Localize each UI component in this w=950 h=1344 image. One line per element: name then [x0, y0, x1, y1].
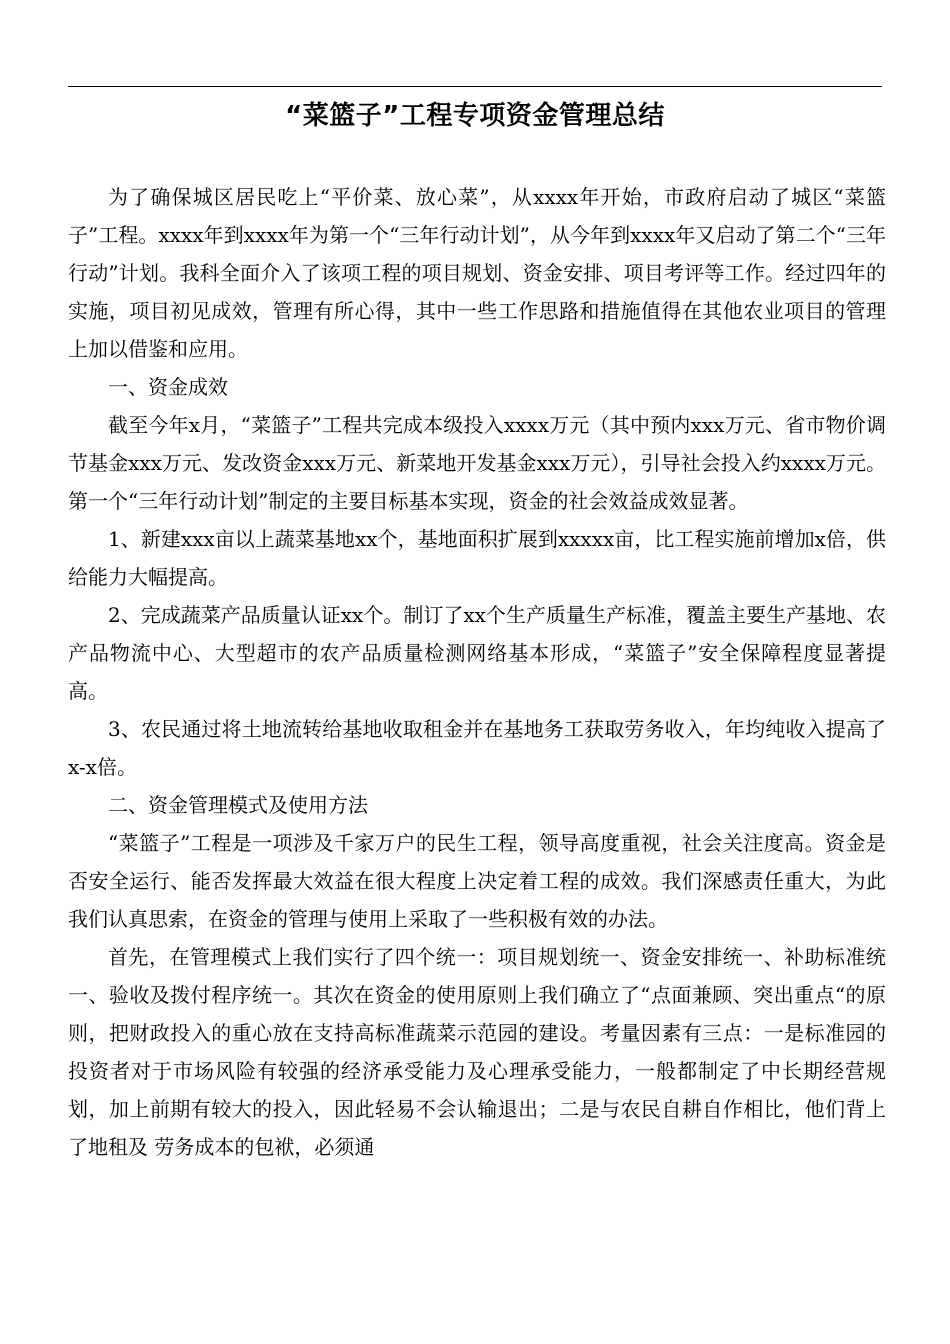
paragraph-intro: 为了确保城区居民吃上“平价菜、放心菜”，从xxxx年开始，市政府启动了城区“菜篮子”工程。xxxx年到xxxx年为第一个“三年行动计划”，从今年到xxxx年又启动了第二个“三年行动”计划。我科全面介入了该项工程的项目规划、资金安排、项目考评等工作。经过四年的实施，项目初见成效，管理有所心得，其中一些工作思路和措施值得在其他农业项目的管理上加以借鉴和应用。 — [68, 185, 886, 361]
section-heading-management: 二、资金管理模式及使用方法 — [108, 793, 368, 817]
paragraph-item-1: 1、新建xxx亩以上蔬菜基地xx个，基地面积扩展到xxxxx亩，比工程实施前增加x倍，供给能力大幅提高。 — [68, 527, 886, 589]
section-heading-fund-results: 一、资金成效 — [108, 375, 228, 399]
document-body — [68, 178, 886, 1166]
paragraph-item-3: 3、农民通过将土地流转给基地收取租金并在基地务工获取劳务收入，年均纯收入提高了x-x倍。 — [68, 717, 886, 779]
paragraph-management-detail: 首先，在管理模式上我们实行了四个统一：项目规划统一、资金安排统一、补助标准统一、验收及拨付程序统一。其次在资金的使用原则上我们确立了“点面兼顾、突出重点“的原则，把财政投入的重心放在支持高标准蔬菜示范园的建设。考量因素有三点：一是标准园的投资者对于市场风险有较强的经济承受能力及心理承受能力，一般都制定了中长期经营规划，加上前期有较大的投入，因此轻易不会认输退出；二是与农民自耕自作相比，他们背上了地租及 劳务成本的包袱，必须通 — [68, 945, 886, 1159]
paragraph-investment: 截至今年x月，“菜篮子”工程共完成本级投入xxxx万元（其中预内xxx万元、省市物价调节基金xxx万元、发改资金xxx万元、新菜地开发基金xxx万元），引导社会投入约xxxx万元。第一个“三年行动计划”制定的主要目标基本实现，资金的社会效益成效显著。 — [68, 413, 886, 513]
paragraph-management-intro: “菜篮子”工程是一项涉及千家万户的民生工程，领导高度重视，社会关注度高。资金是否安全运行、能否发挥最大效益在很大程度上决定着工程的成效。我们深感责任重大，为此我们认真思索，在资金的管理与使用上采取了一些积极有效的办法。 — [68, 831, 886, 931]
paragraph-item-2: 2、完成蔬菜产品质量认证xx个。制订了xx个生产质量生产标准，覆盖主要生产基地、农产品物流中心、大型超市的农产品质量检测网络基本形成，“菜篮子”安全保障程度显著提高。 — [68, 603, 886, 703]
header-rule — [68, 86, 882, 87]
document-title: “菜篮子”工程专项资金管理总结 — [285, 101, 665, 131]
